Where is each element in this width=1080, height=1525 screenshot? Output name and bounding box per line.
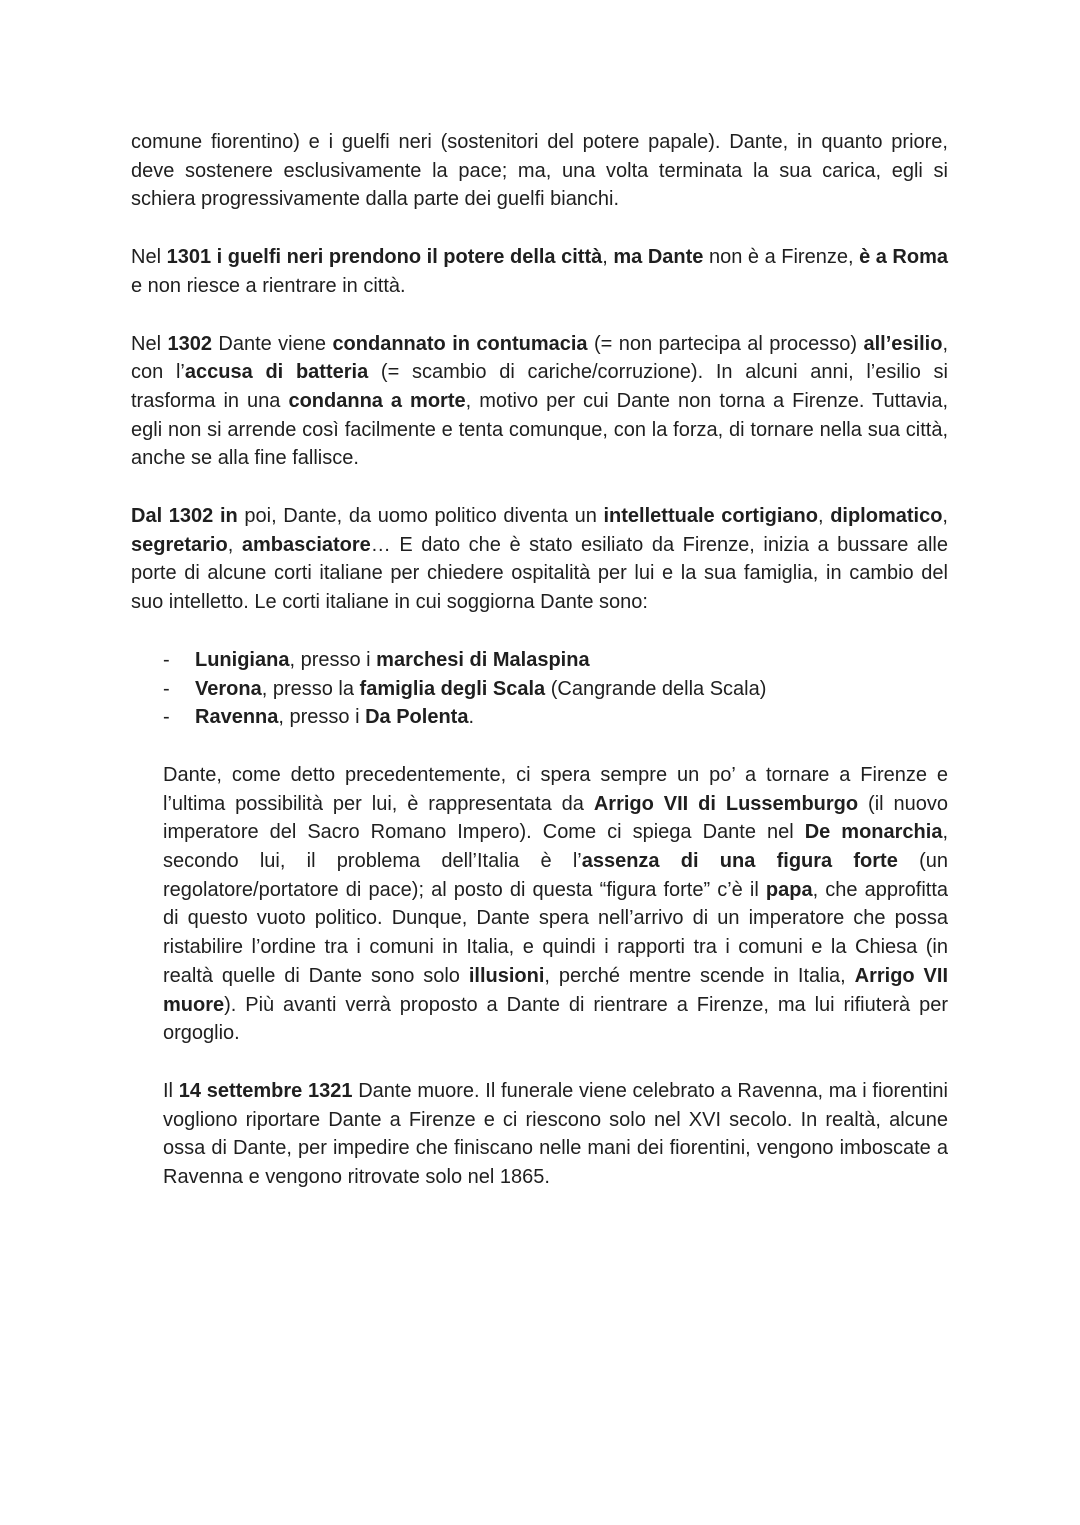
bold-run: condanna a morte xyxy=(288,389,466,412)
bold-run: condannato in contumacia xyxy=(332,332,588,355)
list-dash: - xyxy=(163,706,170,729)
bold-run: accusa di batteria xyxy=(184,361,369,384)
bold-run: Dal 1302 in xyxy=(131,505,238,528)
bold-run: diplomatico xyxy=(830,505,943,528)
text-run: (un regolatore/portatore di pace); al posto di questa “figura forte” c’è il xyxy=(163,850,948,901)
text-run: (Cangrande della Scala) xyxy=(545,677,767,700)
bold-run: illusioni xyxy=(468,964,545,987)
court-host: famiglia degli Scala xyxy=(359,677,546,700)
text-run: Dante viene xyxy=(211,332,333,355)
text-run: ). Più avanti verrà proposto a Dante di rientrare a Firenze, ma lui rifiuterà per orgoglio. xyxy=(163,993,948,1045)
paragraph-1301 xyxy=(131,243,948,300)
text-run: (= non partecipa al processo) xyxy=(587,332,864,355)
bold-run: assenza di una figura forte xyxy=(581,850,898,873)
bold-run: ma Dante xyxy=(613,246,704,269)
text-run: Il xyxy=(163,1079,179,1102)
paragraph-arrigo xyxy=(163,761,948,1048)
list-item xyxy=(131,703,948,732)
bold-run: è a Roma xyxy=(859,246,948,269)
text-run: … E dato che è stato esiliato da Firenze, inizia a bussare alle porte di alcune corti italiane per chiedere ospitalità per lui e la sua famiglia, in cambio del suo intelletto. Le corti italiane in cui soggiorna Dante sono: xyxy=(131,533,949,614)
bold-run: papa xyxy=(765,878,813,901)
text-run: , presso i xyxy=(278,706,366,729)
list-item xyxy=(131,675,948,704)
text-run: , presso la xyxy=(261,677,360,700)
bold-run: Arrigo VII muore xyxy=(163,964,948,1016)
text-run: , motivo per cui Dante non torna a Firenze. Tuttavia, egli non si arrende così facilmente e tenta comunque, con la forza, di tornare nella sua città, anche se alla fine fallisce. xyxy=(131,389,949,470)
text-run: , xyxy=(227,533,242,556)
text-run: , xyxy=(942,505,948,528)
paragraph-morte xyxy=(163,1077,948,1192)
text-run: Dante, come detto precedentemente, ci spera sempre un po’ a tornare a Firenze e l’ultima possibilità per lui, è rappresentata da xyxy=(163,763,948,815)
list-dash: - xyxy=(163,677,170,700)
text-run: . xyxy=(468,706,474,729)
text-run: , xyxy=(817,505,831,528)
bold-run: segretario xyxy=(131,533,228,556)
text-run: Nel xyxy=(131,246,167,269)
court-place: Verona xyxy=(195,677,262,700)
text-run: (= scambio di cariche/corruzione). In alcuni anni, l’esilio si trasforma in una xyxy=(131,361,948,412)
text-run: , secondo lui, il problema dell’Italia è l’ xyxy=(163,821,949,873)
text-run: e non riesce a rientrare in città. xyxy=(131,274,406,297)
paragraph-cortigiano xyxy=(131,502,948,617)
bold-run: intellettuale cortigiano xyxy=(603,505,818,528)
court-place: Lunigiana xyxy=(195,648,290,671)
text-run: , xyxy=(602,246,614,269)
bold-run: all’esilio xyxy=(863,332,943,355)
court-host: marchesi di Malaspina xyxy=(376,648,590,671)
text-run: , con l’ xyxy=(131,332,948,384)
text-run: comune fiorentino) e i guelfi neri (sostenitori del potere papale). Dante, in quanto priore, deve sostenere esclusivamente la pace; ma, una volta terminata la sua carica, egli si schiera progressivamente dalla parte dei guelfi bianchi. xyxy=(131,131,948,211)
text-run: , che approfitta di questo vuoto politico. Dunque, Dante spera nell’arrivo di un imperatore che possa ristabilire l’ordine tra i comuni in Italia, e quindi i rapporti tra i comuni e la Chiesa (in realtà quelle di Dante sono solo xyxy=(163,878,948,987)
bold-run: 14 settembre 1321 xyxy=(178,1079,353,1102)
text-run: , perché mentre scende in Italia, xyxy=(544,964,855,987)
courts-list xyxy=(131,646,948,732)
paragraph-guelfi xyxy=(131,128,948,214)
text-run: Nel xyxy=(131,332,168,355)
court-place: Ravenna xyxy=(195,706,279,729)
text-run: non è a Firenze, xyxy=(703,246,860,269)
bold-run: 1301 i guelfi neri prendono il potere della città xyxy=(166,246,603,269)
text-run: poi, Dante, da uomo politico diventa un xyxy=(237,505,604,528)
text-run: (il nuovo imperatore del Sacro Romano Impero). Come ci spiega Dante nel xyxy=(163,792,949,844)
text-run: , presso i xyxy=(289,648,377,671)
court-host: Da Polenta xyxy=(365,706,469,729)
document-page xyxy=(131,128,948,1221)
bold-run: De monarchia xyxy=(804,821,943,844)
bold-run: ambasciatore xyxy=(241,533,371,556)
list-item xyxy=(131,646,948,675)
bold-run: 1302 xyxy=(167,332,212,355)
bold-run: Arrigo VII di Lussemburgo xyxy=(593,792,859,815)
paragraph-1302-condanna xyxy=(131,330,948,474)
text-run: Dante muore. Il funerale viene celebrato a Ravenna, ma i fiorentini vogliono riportare Dante a Firenze e ci riescono solo nel XVI secolo. In realtà, alcune ossa di Dante, per impedire che finiscano nelle mani dei fiorentini, vengono imboscate a Ravenna e vengono ritrovate solo nel 1865. xyxy=(163,1079,948,1189)
list-dash: - xyxy=(163,648,170,671)
